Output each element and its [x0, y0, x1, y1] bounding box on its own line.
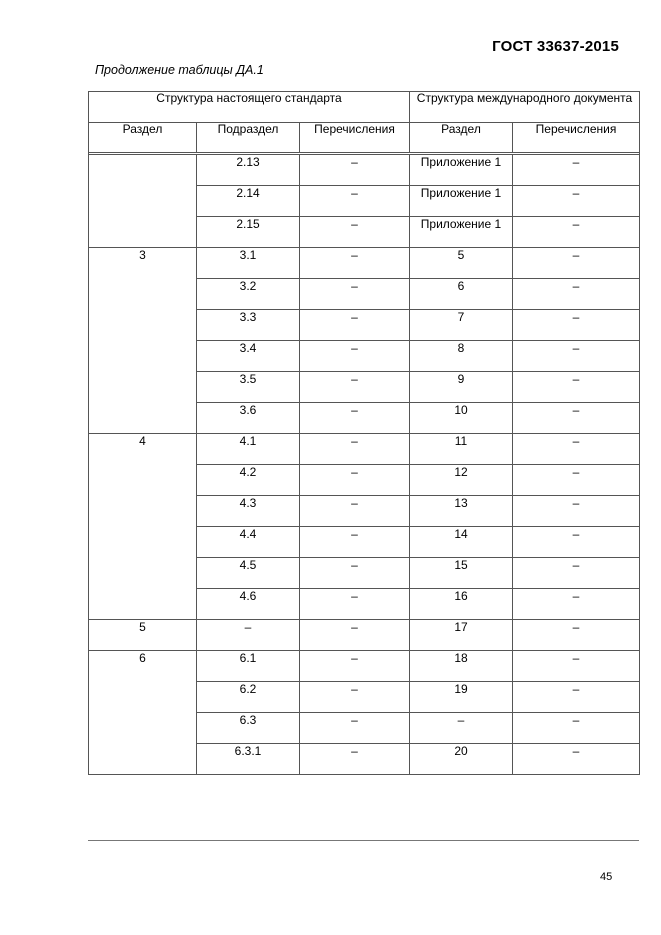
cell-section: 5: [89, 620, 197, 651]
cell-subsection: 3.4: [197, 341, 300, 372]
table-row: [89, 248, 640, 279]
cell-section: 6: [89, 651, 197, 775]
col-header-intl-listing: Перечисления: [513, 123, 640, 153]
cell-intl-section: 20: [410, 744, 513, 775]
cell-intl-section: –: [410, 713, 513, 744]
cell-subsection: 3.5: [197, 372, 300, 403]
cell-subsection: 6.3.1: [197, 744, 300, 775]
cell-intl-listing: –: [513, 527, 640, 558]
footer-divider: [88, 840, 639, 841]
cell-subsection: 6.2: [197, 682, 300, 713]
cell-subsection: 3.6: [197, 403, 300, 434]
col-header-intl-section: Раздел: [410, 123, 513, 153]
cell-listing: –: [300, 155, 410, 186]
cell-subsection: 3.1: [197, 248, 300, 279]
cell-listing: –: [300, 434, 410, 465]
cell-intl-listing: –: [513, 341, 640, 372]
col-header-listing: Перечисления: [300, 123, 410, 153]
cell-listing: –: [300, 310, 410, 341]
table-caption: Продолжение таблицы ДА.1: [95, 63, 264, 77]
cell-subsection: 2.13: [197, 155, 300, 186]
cell-listing: –: [300, 217, 410, 248]
cell-intl-section: 17: [410, 620, 513, 651]
cell-intl-listing: –: [513, 217, 640, 248]
cell-listing: –: [300, 496, 410, 527]
cell-intl-listing: –: [513, 558, 640, 589]
cell-intl-section: 11: [410, 434, 513, 465]
cell-intl-listing: –: [513, 434, 640, 465]
col-header-subsection: Подраздел: [197, 123, 300, 153]
cell-intl-section: 10: [410, 403, 513, 434]
cell-subsection: 4.5: [197, 558, 300, 589]
cell-subsection: 4.2: [197, 465, 300, 496]
cell-intl-listing: –: [513, 372, 640, 403]
cell-listing: –: [300, 248, 410, 279]
cell-intl-section: 6: [410, 279, 513, 310]
cell-subsection: 4.3: [197, 496, 300, 527]
col-header-section: Раздел: [89, 123, 197, 153]
cell-subsection: –: [197, 620, 300, 651]
cell-intl-listing: –: [513, 465, 640, 496]
cell-listing: –: [300, 372, 410, 403]
cell-intl-listing: –: [513, 713, 640, 744]
cell-subsection: 4.6: [197, 589, 300, 620]
cell-intl-section: 12: [410, 465, 513, 496]
cell-subsection: 3.2: [197, 279, 300, 310]
cell-intl-listing: –: [513, 620, 640, 651]
cell-listing: –: [300, 682, 410, 713]
cell-intl-section: 18: [410, 651, 513, 682]
cell-section: [89, 155, 197, 248]
page-number: 45: [600, 871, 613, 883]
cell-intl-listing: –: [513, 744, 640, 775]
cell-subsection: 4.1: [197, 434, 300, 465]
table-row: [89, 620, 640, 651]
cell-intl-section: 16: [410, 589, 513, 620]
correspondence-table: [88, 91, 640, 775]
cell-intl-section: 8: [410, 341, 513, 372]
cell-intl-listing: –: [513, 682, 640, 713]
cell-intl-listing: –: [513, 589, 640, 620]
cell-listing: –: [300, 186, 410, 217]
cell-intl-section: 15: [410, 558, 513, 589]
cell-intl-listing: –: [513, 403, 640, 434]
cell-intl-listing: –: [513, 155, 640, 186]
cell-listing: –: [300, 744, 410, 775]
table-row: [89, 434, 640, 465]
header-this-standard: Структура настоящего стандарта: [89, 92, 410, 123]
cell-intl-listing: –: [513, 248, 640, 279]
document-code: ГОСТ 33637-2015: [492, 38, 619, 55]
cell-intl-section: 13: [410, 496, 513, 527]
cell-intl-listing: –: [513, 186, 640, 217]
cell-intl-listing: –: [513, 310, 640, 341]
cell-listing: –: [300, 620, 410, 651]
table-body: [89, 155, 640, 775]
table-row: [89, 155, 640, 186]
cell-intl-section: 9: [410, 372, 513, 403]
cell-intl-section: Приложение 1: [410, 217, 513, 248]
cell-section: 3: [89, 248, 197, 434]
cell-subsection: 2.15: [197, 217, 300, 248]
cell-intl-section: 7: [410, 310, 513, 341]
cell-intl-section: Приложение 1: [410, 186, 513, 217]
cell-subsection: 6.3: [197, 713, 300, 744]
cell-section: 4: [89, 434, 197, 620]
cell-listing: –: [300, 341, 410, 372]
cell-subsection: 4.4: [197, 527, 300, 558]
cell-intl-section: 5: [410, 248, 513, 279]
cell-listing: –: [300, 465, 410, 496]
cell-intl-listing: –: [513, 496, 640, 527]
header-international-document: Структура международного документа: [410, 92, 640, 123]
cell-subsection: 2.14: [197, 186, 300, 217]
table-row: [89, 651, 640, 682]
cell-listing: –: [300, 558, 410, 589]
cell-listing: –: [300, 403, 410, 434]
cell-subsection: 3.3: [197, 310, 300, 341]
cell-listing: –: [300, 279, 410, 310]
cell-intl-listing: –: [513, 651, 640, 682]
cell-intl-section: 14: [410, 527, 513, 558]
cell-intl-section: 19: [410, 682, 513, 713]
cell-listing: –: [300, 651, 410, 682]
cell-listing: –: [300, 713, 410, 744]
cell-intl-listing: –: [513, 279, 640, 310]
cell-intl-section: Приложение 1: [410, 155, 513, 186]
cell-listing: –: [300, 589, 410, 620]
cell-listing: –: [300, 527, 410, 558]
cell-subsection: 6.1: [197, 651, 300, 682]
